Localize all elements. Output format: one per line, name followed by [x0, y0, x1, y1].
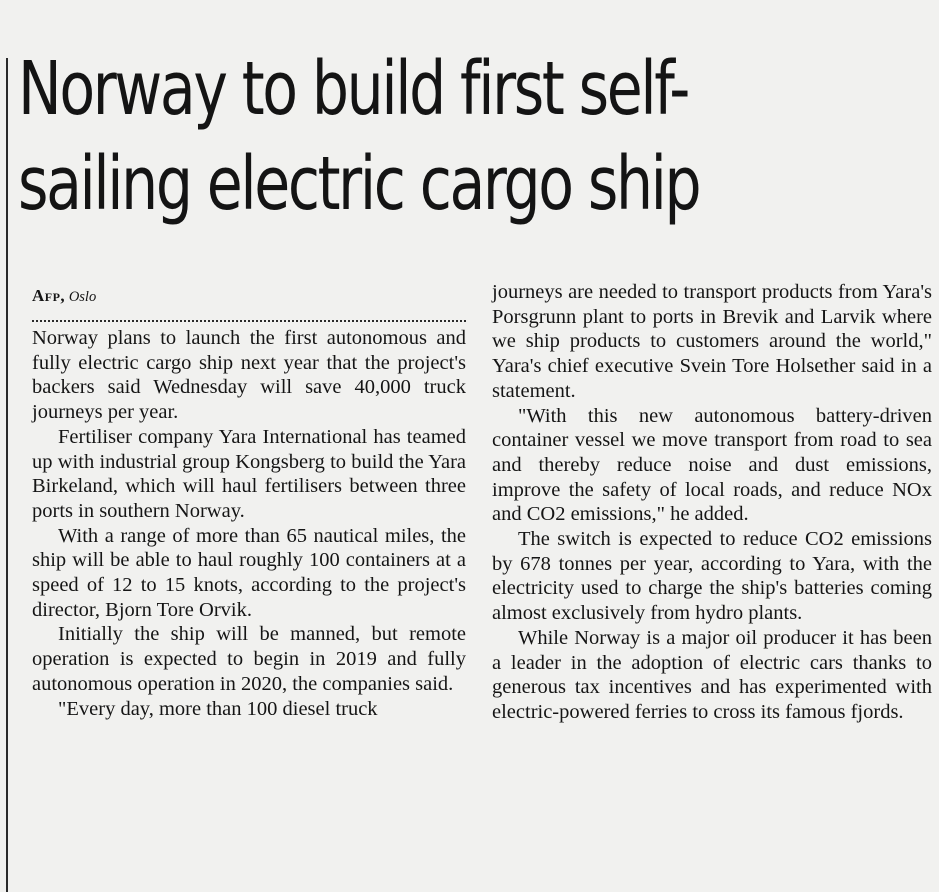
article-paragraph: journeys are needed to transport products from Yara's Porsgrunn plant to ports in Brevik and Larvik where we ship products to customers around the world," Yara's chief executive Svein Tore Holsether said in a statement.	[492, 281, 932, 402]
article-column-1	[32, 278, 466, 721]
article-paragraph: Initially the ship will be manned, but remote operation is expected to begin in 2019 and fully autonomous operation in 2020, the companies said.	[32, 623, 466, 695]
byline-place: Oslo	[68, 289, 97, 305]
article-paragraph: Norway plans to launch the first autonomous and fully electric cargo ship next year that the project's backers said Wednesday will save 40,000 truck journeys per year.	[32, 327, 466, 424]
article-paragraph: "With this new autonomous battery-driven container vessel we move transport from road to sea and thereby reduce noise and dust emissions, improve the safety of local roads, and reduce NOx and CO2 emissions," he added.	[492, 404, 932, 526]
article-column-2	[492, 280, 932, 725]
headline	[18, 42, 741, 232]
article-paragraph: With a range of more than 65 nautical miles, the ship will be able to haul roughly 100 containers at a speed of 12 to 15 knots, according to the project's director, Bjorn Tore Orvik.	[32, 524, 466, 621]
headline-line-2: sailing electric cargo ship	[18, 141, 700, 227]
column-rule	[6, 58, 8, 892]
byline-agency: Afp,	[32, 286, 66, 305]
article-paragraph: The switch is expected to reduce CO2 emissions by 678 tonnes per year, according to Yara, with the electricity used to charge the ship's batteries coming almost exclusively from hydro plants.	[492, 528, 932, 625]
dotted-divider	[32, 320, 466, 322]
article-paragraph: Fertiliser company Yara International has teamed up with industrial group Kongsberg to build the Yara Birkeland, which will haul fertilisers between three ports in southern Norway.	[32, 425, 466, 522]
headline-line-1: Norway to build first self-	[18, 46, 688, 132]
article-paragraph: "Every day, more than 100 diesel truck	[58, 697, 378, 720]
byline	[32, 278, 466, 309]
article-paragraph: While Norway is a major oil producer it has been a leader in the adoption of electric cars thanks to generous tax incentives and has experimented with electric-powered ferries to cross its famous fjords.	[492, 626, 932, 723]
